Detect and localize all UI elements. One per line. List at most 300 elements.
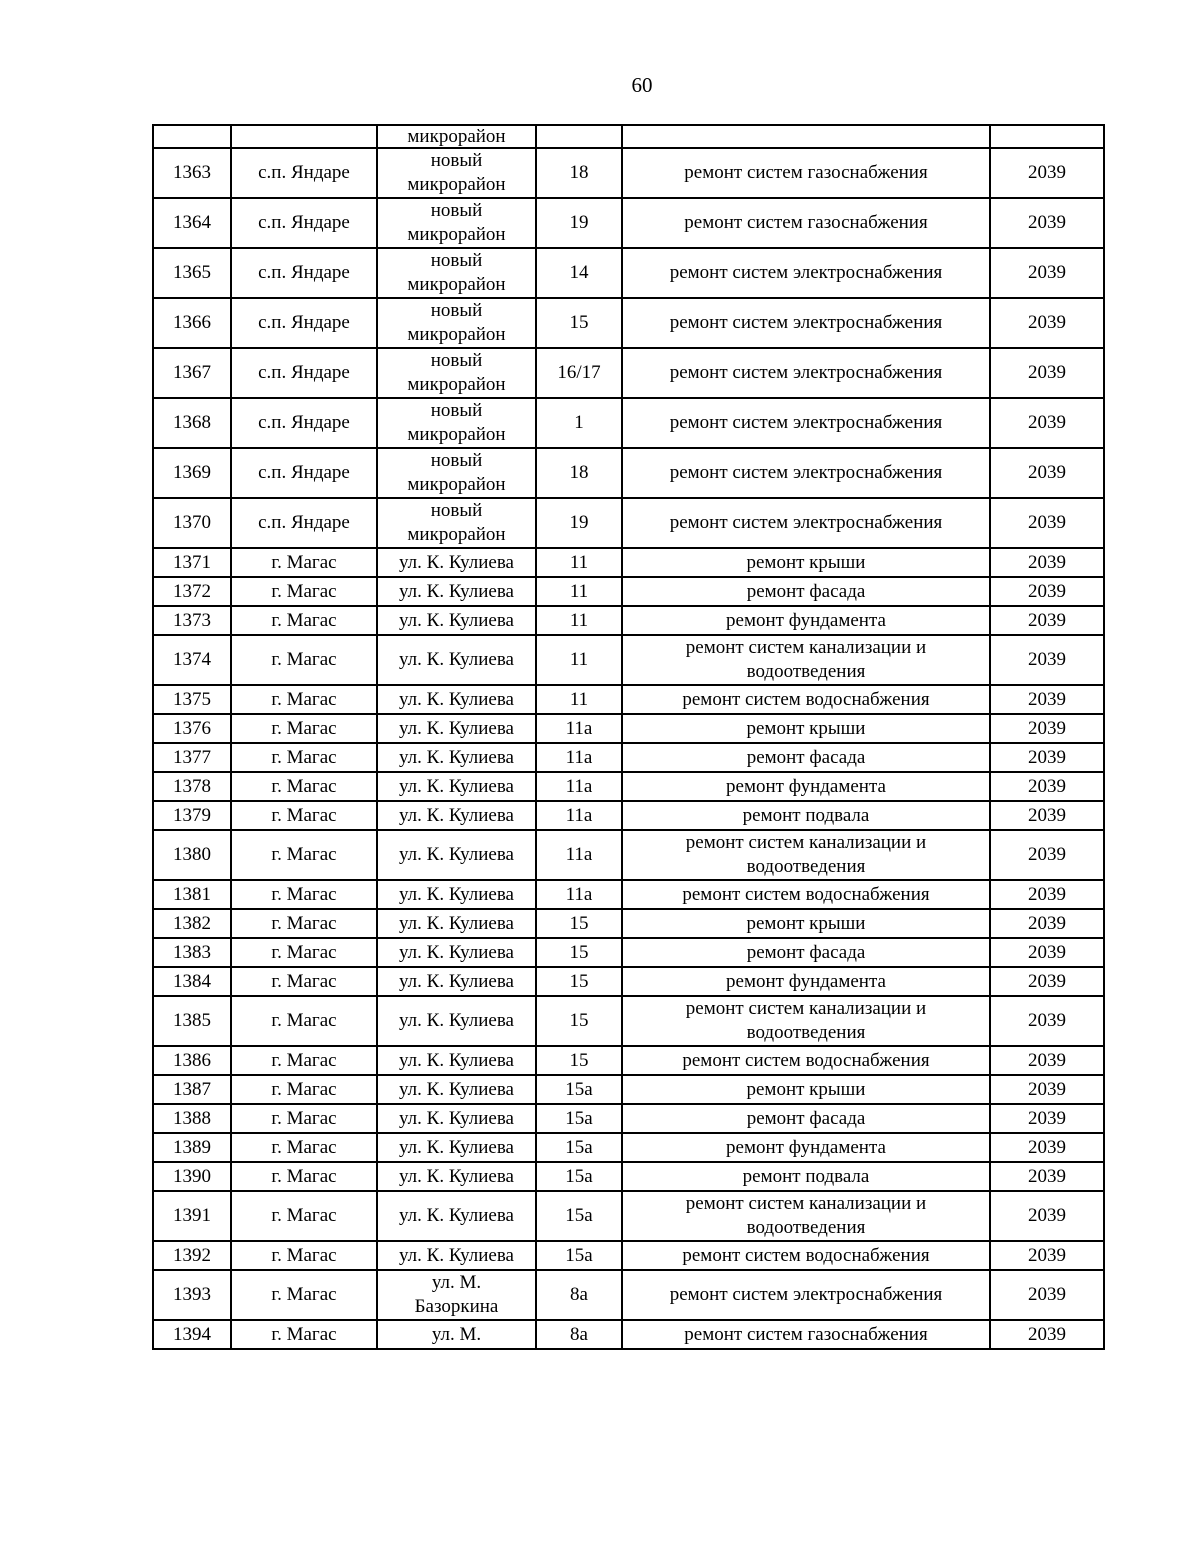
row-number-cell: 1392 bbox=[153, 1241, 231, 1270]
street-cell bbox=[377, 880, 536, 909]
year-cell: 2039 bbox=[990, 1270, 1104, 1320]
row-number-cell: 1389 bbox=[153, 1133, 231, 1162]
work-type-cell-line: ремонт систем электроснабжения bbox=[669, 312, 943, 333]
year-cell: 2039 bbox=[990, 1162, 1104, 1191]
work-type-cell-line: водоотведения bbox=[746, 1022, 866, 1043]
locality-cell: г. Магас bbox=[231, 938, 377, 967]
table-row bbox=[153, 830, 1104, 880]
year-cell: 2039 bbox=[990, 198, 1104, 248]
house-number-cell: 15а bbox=[536, 1191, 622, 1241]
locality-cell: г. Магас bbox=[231, 996, 377, 1046]
year-cell: 2039 bbox=[990, 577, 1104, 606]
house-number-cell: 11а bbox=[536, 830, 622, 880]
table-row bbox=[153, 577, 1104, 606]
work-type-cell-line: ремонт систем водоснабжения bbox=[682, 688, 930, 710]
work-type-cell-line: ремонт крыши bbox=[746, 912, 866, 934]
locality-cell: г. Магас bbox=[231, 685, 377, 714]
street-cell-line: ул. К. Кулиева bbox=[399, 844, 514, 865]
street-cell-line: новый bbox=[430, 150, 483, 171]
year-cell: 2039 bbox=[990, 298, 1104, 348]
work-type-cell-line: ремонт систем электроснабжения bbox=[669, 512, 943, 533]
table-row bbox=[153, 1270, 1104, 1320]
work-type-cell-line: ремонт систем канализации и bbox=[685, 998, 927, 1019]
work-type-cell bbox=[622, 967, 990, 996]
table-row bbox=[153, 772, 1104, 801]
street-cell-line: микрорайон bbox=[407, 524, 506, 545]
locality-cell: г. Магас bbox=[231, 1162, 377, 1191]
work-type-cell-line: водоотведения bbox=[746, 661, 866, 682]
work-type-cell-line: ремонт систем водоснабжения bbox=[682, 1049, 930, 1071]
street-cell-line: ул. К. Кулиева bbox=[399, 804, 514, 826]
street-cell-line: ул. К. Кулиева bbox=[399, 1205, 514, 1226]
work-type-cell-line: ремонт систем водоснабжения bbox=[682, 883, 930, 905]
street-cell-line: новый bbox=[430, 300, 483, 321]
year-cell: 2039 bbox=[990, 685, 1104, 714]
table-row bbox=[153, 685, 1104, 714]
table-row bbox=[153, 148, 1104, 198]
work-type-cell bbox=[622, 1104, 990, 1133]
locality-cell: с.п. Яндаре bbox=[231, 348, 377, 398]
year-cell: 2039 bbox=[990, 248, 1104, 298]
work-type-cell-line: ремонт фундамента bbox=[726, 1136, 886, 1158]
street-cell-line: ул. К. Кулиева bbox=[399, 649, 514, 670]
table-row bbox=[153, 125, 1104, 148]
house-number-cell: 15 bbox=[536, 996, 622, 1046]
row-number-cell: 1393 bbox=[153, 1270, 231, 1320]
street-cell bbox=[377, 1046, 536, 1075]
page-number: 60 bbox=[631, 73, 653, 97]
work-type-cell-line: ремонт подвала bbox=[742, 1165, 870, 1187]
street-cell-line: новый bbox=[430, 200, 483, 221]
street-cell-line: ул. К. Кулиева bbox=[399, 775, 514, 797]
street-cell bbox=[377, 125, 536, 148]
street-cell bbox=[377, 801, 536, 830]
house-number-cell: 11а bbox=[536, 801, 622, 830]
house-number-cell: 15а bbox=[536, 1241, 622, 1270]
table-row bbox=[153, 1046, 1104, 1075]
street-cell-line: ул. М. bbox=[431, 1323, 482, 1345]
street-cell bbox=[377, 1241, 536, 1270]
row-number-cell: 1390 bbox=[153, 1162, 231, 1191]
row-number-cell bbox=[153, 125, 231, 148]
street-cell-line: ул. К. Кулиева bbox=[399, 1049, 514, 1071]
year-cell: 2039 bbox=[990, 996, 1104, 1046]
work-type-cell-line: ремонт систем канализации и bbox=[685, 1193, 927, 1214]
street-cell-line: новый bbox=[430, 350, 483, 371]
street-cell-line: ул. К. Кулиева bbox=[399, 1078, 514, 1100]
street-cell bbox=[377, 743, 536, 772]
work-type-cell-line: ремонт фундамента bbox=[726, 775, 886, 797]
street-cell bbox=[377, 198, 536, 248]
street-cell bbox=[377, 148, 536, 198]
work-type-cell-line: ремонт фасада bbox=[746, 1107, 866, 1129]
street-cell-line: ул. К. Кулиева bbox=[399, 941, 514, 963]
table-row bbox=[153, 1075, 1104, 1104]
row-number-cell: 1385 bbox=[153, 996, 231, 1046]
work-type-cell bbox=[622, 938, 990, 967]
street-cell-line: ул. М. bbox=[431, 1272, 482, 1293]
work-type-cell-line: ремонт подвала bbox=[742, 804, 870, 826]
row-number-cell: 1384 bbox=[153, 967, 231, 996]
locality-cell: с.п. Яндаре bbox=[231, 248, 377, 298]
table-row bbox=[153, 880, 1104, 909]
work-type-cell bbox=[622, 1162, 990, 1191]
table-row bbox=[153, 635, 1104, 685]
street-cell-line: ул. К. Кулиева bbox=[399, 1244, 514, 1266]
street-cell-line: новый bbox=[430, 250, 483, 271]
work-type-cell bbox=[622, 577, 990, 606]
work-type-cell-line: ремонт систем канализации и bbox=[685, 832, 927, 853]
year-cell: 2039 bbox=[990, 1241, 1104, 1270]
street-cell bbox=[377, 577, 536, 606]
work-type-cell-line: ремонт фасада bbox=[746, 746, 866, 768]
house-number-cell: 8а bbox=[536, 1270, 622, 1320]
street-cell bbox=[377, 938, 536, 967]
house-number-cell: 18 bbox=[536, 148, 622, 198]
work-type-cell-line: ремонт систем водоснабжения bbox=[682, 1244, 930, 1266]
locality-cell: г. Магас bbox=[231, 772, 377, 801]
street-cell bbox=[377, 772, 536, 801]
locality-cell: г. Магас bbox=[231, 577, 377, 606]
row-number-cell: 1386 bbox=[153, 1046, 231, 1075]
work-type-cell bbox=[622, 1241, 990, 1270]
year-cell: 2039 bbox=[990, 938, 1104, 967]
table-row bbox=[153, 743, 1104, 772]
house-number-cell: 15 bbox=[536, 298, 622, 348]
street-cell-line: новый bbox=[430, 400, 483, 421]
row-number-cell: 1363 bbox=[153, 148, 231, 198]
work-type-cell-line: ремонт систем газоснабжения bbox=[684, 1323, 928, 1345]
house-number-cell: 15а bbox=[536, 1133, 622, 1162]
work-type-cell bbox=[622, 148, 990, 198]
work-type-cell bbox=[622, 635, 990, 685]
house-number-cell: 15 bbox=[536, 909, 622, 938]
work-type-cell bbox=[622, 909, 990, 938]
street-cell-line: ул. К. Кулиева bbox=[399, 1136, 514, 1158]
street-cell bbox=[377, 1270, 536, 1320]
year-cell: 2039 bbox=[990, 967, 1104, 996]
row-number-cell: 1370 bbox=[153, 498, 231, 548]
work-type-cell-line: ремонт систем канализации и bbox=[685, 637, 927, 658]
row-number-cell: 1380 bbox=[153, 830, 231, 880]
work-type-cell-line: ремонт систем электроснабжения bbox=[669, 462, 943, 483]
street-cell bbox=[377, 448, 536, 498]
year-cell: 2039 bbox=[990, 801, 1104, 830]
work-type-cell-line: ремонт систем электроснабжения bbox=[669, 362, 943, 383]
street-cell-line: микрорайон bbox=[407, 174, 506, 195]
table-row bbox=[153, 938, 1104, 967]
street-cell-line: ул. К. Кулиева bbox=[399, 883, 514, 905]
year-cell: 2039 bbox=[990, 498, 1104, 548]
work-type-cell-line: ремонт фасада bbox=[746, 580, 866, 602]
street-cell bbox=[377, 1104, 536, 1133]
work-type-cell bbox=[622, 398, 990, 448]
street-cell bbox=[377, 1133, 536, 1162]
row-number-cell: 1377 bbox=[153, 743, 231, 772]
house-number-cell: 16/17 bbox=[536, 348, 622, 398]
work-type-cell bbox=[622, 606, 990, 635]
work-type-cell bbox=[622, 1046, 990, 1075]
street-cell-line: ул. К. Кулиева bbox=[399, 1165, 514, 1187]
house-number-cell: 19 bbox=[536, 198, 622, 248]
table-row bbox=[153, 448, 1104, 498]
street-cell bbox=[377, 967, 536, 996]
table-row bbox=[153, 1191, 1104, 1241]
street-cell bbox=[377, 1191, 536, 1241]
work-type-cell bbox=[622, 996, 990, 1046]
work-type-cell bbox=[622, 498, 990, 548]
row-number-cell: 1373 bbox=[153, 606, 231, 635]
year-cell: 2039 bbox=[990, 1191, 1104, 1241]
work-type-cell bbox=[622, 1191, 990, 1241]
year-cell: 2039 bbox=[990, 1046, 1104, 1075]
year-cell bbox=[990, 125, 1104, 148]
house-number-cell: 11а bbox=[536, 714, 622, 743]
street-cell-line: ул. К. Кулиева bbox=[399, 970, 514, 992]
house-number-cell: 15а bbox=[536, 1104, 622, 1133]
year-cell: 2039 bbox=[990, 1104, 1104, 1133]
year-cell: 2039 bbox=[990, 348, 1104, 398]
row-number-cell: 1367 bbox=[153, 348, 231, 398]
row-number-cell: 1382 bbox=[153, 909, 231, 938]
street-cell bbox=[377, 398, 536, 448]
work-type-cell bbox=[622, 1075, 990, 1104]
work-type-cell-line: водоотведения bbox=[746, 1217, 866, 1238]
street-cell-line: микрорайон bbox=[407, 125, 506, 147]
locality-cell: г. Магас bbox=[231, 606, 377, 635]
table-row bbox=[153, 801, 1104, 830]
row-number-cell: 1366 bbox=[153, 298, 231, 348]
work-type-cell bbox=[622, 772, 990, 801]
row-number-cell: 1383 bbox=[153, 938, 231, 967]
street-cell-line: микрорайон bbox=[407, 424, 506, 445]
work-type-cell-line: ремонт систем газоснабжения bbox=[684, 162, 928, 183]
street-cell-line: микрорайон bbox=[407, 374, 506, 395]
locality-cell: г. Магас bbox=[231, 1320, 377, 1349]
row-number-cell: 1375 bbox=[153, 685, 231, 714]
row-number-cell: 1365 bbox=[153, 248, 231, 298]
year-cell: 2039 bbox=[990, 548, 1104, 577]
year-cell: 2039 bbox=[990, 1320, 1104, 1349]
year-cell: 2039 bbox=[990, 635, 1104, 685]
street-cell-line: микрорайон bbox=[407, 324, 506, 345]
work-type-cell-line: ремонт крыши bbox=[746, 551, 866, 573]
table-row bbox=[153, 298, 1104, 348]
street-cell bbox=[377, 830, 536, 880]
locality-cell: г. Магас bbox=[231, 635, 377, 685]
locality-cell: г. Магас bbox=[231, 801, 377, 830]
row-number-cell: 1391 bbox=[153, 1191, 231, 1241]
street-cell-line: ул. К. Кулиева bbox=[399, 551, 514, 573]
house-number-cell: 11а bbox=[536, 880, 622, 909]
locality-cell: с.п. Яндаре bbox=[231, 448, 377, 498]
work-type-cell-line: ремонт крыши bbox=[746, 717, 866, 739]
year-cell: 2039 bbox=[990, 830, 1104, 880]
work-type-cell bbox=[622, 298, 990, 348]
street-cell-line: ул. К. Кулиева bbox=[399, 1107, 514, 1129]
house-number-cell bbox=[536, 125, 622, 148]
house-number-cell: 11 bbox=[536, 548, 622, 577]
row-number-cell: 1381 bbox=[153, 880, 231, 909]
locality-cell: г. Магас bbox=[231, 743, 377, 772]
work-type-cell-line: ремонт систем электроснабжения bbox=[669, 262, 943, 283]
street-cell bbox=[377, 498, 536, 548]
locality-cell: г. Магас bbox=[231, 714, 377, 743]
street-cell-line: новый bbox=[430, 500, 483, 521]
work-type-cell-line: ремонт фундамента bbox=[726, 970, 886, 992]
street-cell-line: ул. К. Кулиева bbox=[399, 746, 514, 768]
table-row bbox=[153, 1241, 1104, 1270]
locality-cell: г. Магас bbox=[231, 830, 377, 880]
row-number-cell: 1369 bbox=[153, 448, 231, 498]
street-cell bbox=[377, 635, 536, 685]
table-row bbox=[153, 714, 1104, 743]
table-row bbox=[153, 1320, 1104, 1349]
house-number-cell: 1 bbox=[536, 398, 622, 448]
house-number-cell: 11 bbox=[536, 635, 622, 685]
house-number-cell: 11 bbox=[536, 577, 622, 606]
house-number-cell: 15 bbox=[536, 967, 622, 996]
locality-cell: с.п. Яндаре bbox=[231, 198, 377, 248]
row-number-cell: 1376 bbox=[153, 714, 231, 743]
street-cell-line: микрорайон bbox=[407, 274, 506, 295]
work-type-cell bbox=[622, 743, 990, 772]
street-cell bbox=[377, 548, 536, 577]
street-cell-line: новый bbox=[430, 450, 483, 471]
locality-cell: г. Магас bbox=[231, 1270, 377, 1320]
repair-schedule-table bbox=[152, 124, 1105, 1350]
work-type-cell bbox=[622, 801, 990, 830]
locality-cell: г. Магас bbox=[231, 909, 377, 938]
table-row bbox=[153, 1104, 1104, 1133]
work-type-cell bbox=[622, 548, 990, 577]
locality-cell: с.п. Яндаре bbox=[231, 398, 377, 448]
street-cell-line: ул. К. Кулиева bbox=[399, 717, 514, 739]
table-row bbox=[153, 398, 1104, 448]
year-cell: 2039 bbox=[990, 448, 1104, 498]
street-cell-line: микрорайон bbox=[407, 474, 506, 495]
work-type-cell-line: ремонт крыши bbox=[746, 1078, 866, 1100]
street-cell-line: ул. К. Кулиева bbox=[399, 609, 514, 631]
table-row bbox=[153, 348, 1104, 398]
street-cell bbox=[377, 298, 536, 348]
year-cell: 2039 bbox=[990, 1133, 1104, 1162]
locality-cell bbox=[231, 125, 377, 148]
row-number-cell: 1379 bbox=[153, 801, 231, 830]
street-cell-line: Базоркина bbox=[414, 1296, 499, 1317]
house-number-cell: 8а bbox=[536, 1320, 622, 1349]
work-type-cell-line: ремонт фасада bbox=[746, 941, 866, 963]
street-cell bbox=[377, 348, 536, 398]
street-cell-line: ул. К. Кулиева bbox=[399, 580, 514, 602]
row-number-cell: 1368 bbox=[153, 398, 231, 448]
house-number-cell: 15 bbox=[536, 938, 622, 967]
locality-cell: г. Магас bbox=[231, 1104, 377, 1133]
year-cell: 2039 bbox=[990, 880, 1104, 909]
street-cell-line: ул. К. Кулиева bbox=[399, 688, 514, 710]
house-number-cell: 11а bbox=[536, 743, 622, 772]
street-cell bbox=[377, 1075, 536, 1104]
table-row bbox=[153, 498, 1104, 548]
house-number-cell: 14 bbox=[536, 248, 622, 298]
street-cell-line: ул. К. Кулиева bbox=[399, 912, 514, 934]
street-cell bbox=[377, 909, 536, 938]
table-row bbox=[153, 967, 1104, 996]
table-row bbox=[153, 198, 1104, 248]
table-row bbox=[153, 1133, 1104, 1162]
work-type-cell-line: ремонт фундамента bbox=[726, 609, 886, 631]
year-cell: 2039 bbox=[990, 909, 1104, 938]
locality-cell: г. Магас bbox=[231, 1075, 377, 1104]
work-type-cell bbox=[622, 448, 990, 498]
table-row bbox=[153, 606, 1104, 635]
house-number-cell: 18 bbox=[536, 448, 622, 498]
work-type-cell bbox=[622, 198, 990, 248]
work-type-cell bbox=[622, 1320, 990, 1349]
locality-cell: г. Магас bbox=[231, 548, 377, 577]
house-number-cell: 11 bbox=[536, 606, 622, 635]
house-number-cell: 11 bbox=[536, 685, 622, 714]
work-type-cell bbox=[622, 248, 990, 298]
street-cell bbox=[377, 996, 536, 1046]
locality-cell: с.п. Яндаре bbox=[231, 298, 377, 348]
house-number-cell: 15а bbox=[536, 1162, 622, 1191]
street-cell bbox=[377, 714, 536, 743]
street-cell bbox=[377, 1162, 536, 1191]
row-number-cell: 1388 bbox=[153, 1104, 231, 1133]
locality-cell: г. Магас bbox=[231, 1191, 377, 1241]
year-cell: 2039 bbox=[990, 1075, 1104, 1104]
work-type-cell bbox=[622, 830, 990, 880]
work-type-cell-line: водоотведения bbox=[746, 856, 866, 877]
street-cell bbox=[377, 1320, 536, 1349]
street-cell-line: ул. К. Кулиева bbox=[399, 1010, 514, 1031]
work-type-cell bbox=[622, 1270, 990, 1320]
work-type-cell bbox=[622, 880, 990, 909]
work-type-cell bbox=[622, 1133, 990, 1162]
house-number-cell: 19 bbox=[536, 498, 622, 548]
year-cell: 2039 bbox=[990, 148, 1104, 198]
year-cell: 2039 bbox=[990, 772, 1104, 801]
work-type-cell bbox=[622, 348, 990, 398]
year-cell: 2039 bbox=[990, 398, 1104, 448]
work-type-cell-line: ремонт систем газоснабжения bbox=[684, 212, 928, 233]
row-number-cell: 1387 bbox=[153, 1075, 231, 1104]
year-cell: 2039 bbox=[990, 743, 1104, 772]
work-type-cell bbox=[622, 714, 990, 743]
year-cell: 2039 bbox=[990, 606, 1104, 635]
table-row bbox=[153, 548, 1104, 577]
locality-cell: г. Магас bbox=[231, 880, 377, 909]
work-type-cell bbox=[622, 125, 990, 148]
table-row bbox=[153, 909, 1104, 938]
row-number-cell: 1372 bbox=[153, 577, 231, 606]
locality-cell: г. Магас bbox=[231, 1133, 377, 1162]
table-row bbox=[153, 996, 1104, 1046]
street-cell bbox=[377, 685, 536, 714]
table-row bbox=[153, 1162, 1104, 1191]
work-type-cell bbox=[622, 685, 990, 714]
work-type-cell-line: ремонт систем электроснабжения bbox=[669, 1284, 943, 1305]
row-number-cell: 1371 bbox=[153, 548, 231, 577]
house-number-cell: 15 bbox=[536, 1046, 622, 1075]
table-body bbox=[153, 125, 1104, 1349]
locality-cell: г. Магас bbox=[231, 967, 377, 996]
locality-cell: с.п. Яндаре bbox=[231, 498, 377, 548]
house-number-cell: 15а bbox=[536, 1075, 622, 1104]
row-number-cell: 1364 bbox=[153, 198, 231, 248]
street-cell-line: микрорайон bbox=[407, 224, 506, 245]
